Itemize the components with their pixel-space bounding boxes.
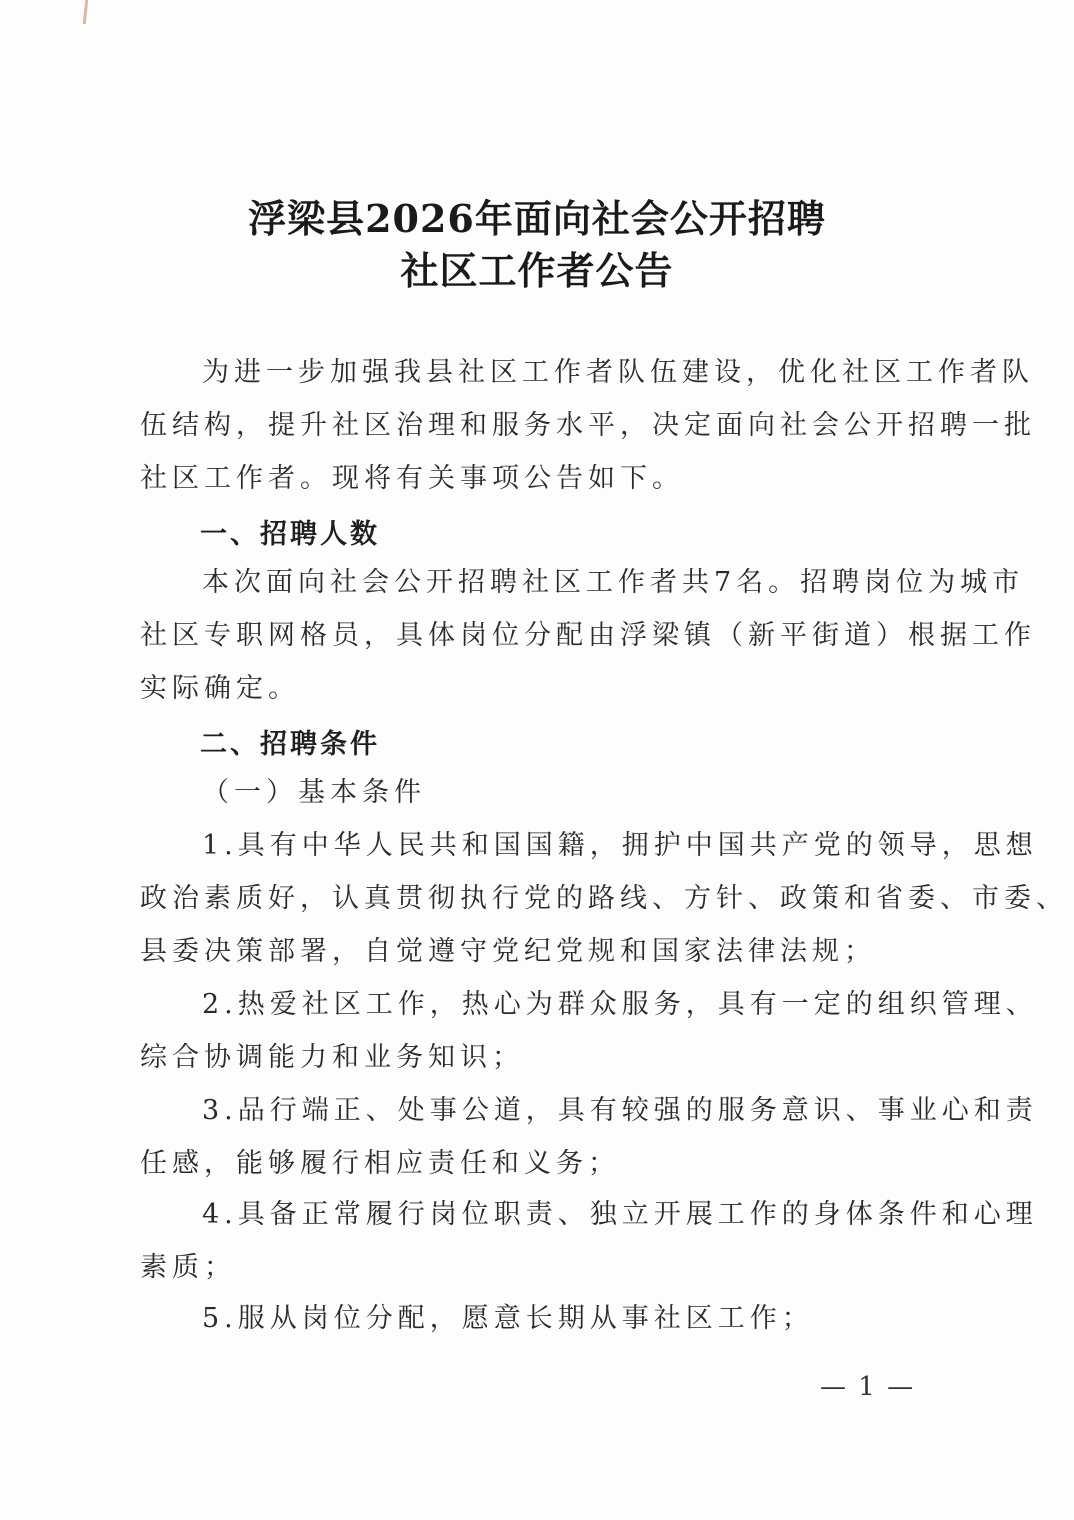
section-heading-recruitment-number: 一、招聘人数 xyxy=(200,519,380,550)
title-line-1: 浮梁县2026年面向社会公开招聘 xyxy=(248,196,826,241)
subsection-basic-conditions xyxy=(140,766,940,819)
item-line: 县委决策部署，自觉遵守党纪党规和国家法律法规； xyxy=(140,936,876,967)
item-line: 素质； xyxy=(140,1252,236,1283)
item-line: 任感，能够履行相应责任和义务； xyxy=(140,1148,620,1179)
subsection-heading: （一）基本条件 xyxy=(202,777,426,808)
intro-line: 为进一步加强我县社区工作者队伍建设，优化社区工作者队 xyxy=(202,357,1034,388)
item-line: 政治素质好，认真贯彻执行党的路线、方针、政策和省委、市委、 xyxy=(140,883,1068,914)
item-line: 4.具备正常履行岗位职责、独立开展工作的身体条件和心理 xyxy=(202,1199,1038,1230)
section1-line: 实际确定。 xyxy=(140,673,300,704)
section-heading-recruitment-conditions: 二、招聘条件 xyxy=(200,729,380,760)
intro-paragraph xyxy=(140,346,1036,505)
section1-line: 社区专职网格员，具体岗位分配由浮梁镇（新平街道）根据工作 xyxy=(140,620,1036,651)
condition-item-3 xyxy=(140,1084,1038,1190)
title-line-2: 社区工作者公告 xyxy=(400,248,674,293)
corner-scan-mark xyxy=(83,0,89,24)
item-line: 3.品行端正、处事公道，具有较强的服务意识、事业心和责 xyxy=(202,1095,1038,1126)
item-line: 综合协调能力和业务知识； xyxy=(140,1042,524,1073)
condition-item-5 xyxy=(140,1292,940,1345)
section1-paragraph xyxy=(140,556,1036,715)
item-line: 5.服从岗位分配，愿意长期从事社区工作； xyxy=(202,1303,814,1334)
intro-line: 社区工作者。现将有关事项公告如下。 xyxy=(140,463,684,494)
intro-line: 伍结构，提升社区治理和服务水平，决定面向社会公开招聘一批 xyxy=(140,410,1036,441)
condition-item-2 xyxy=(140,978,1038,1084)
condition-item-4 xyxy=(140,1188,1038,1294)
item-line: 1.具有中华人民共和国国籍，拥护中国共产党的领导，思想 xyxy=(202,830,1038,861)
item-line: 2.热爱社区工作，热心为群众服务，具有一定的组织管理、 xyxy=(202,989,1038,1020)
condition-item-1 xyxy=(140,819,1068,978)
section1-line: 本次面向社会公开招聘社区工作者共7名。招聘岗位为城市 xyxy=(202,567,1025,598)
page-number: — 1 — xyxy=(820,1372,916,1402)
